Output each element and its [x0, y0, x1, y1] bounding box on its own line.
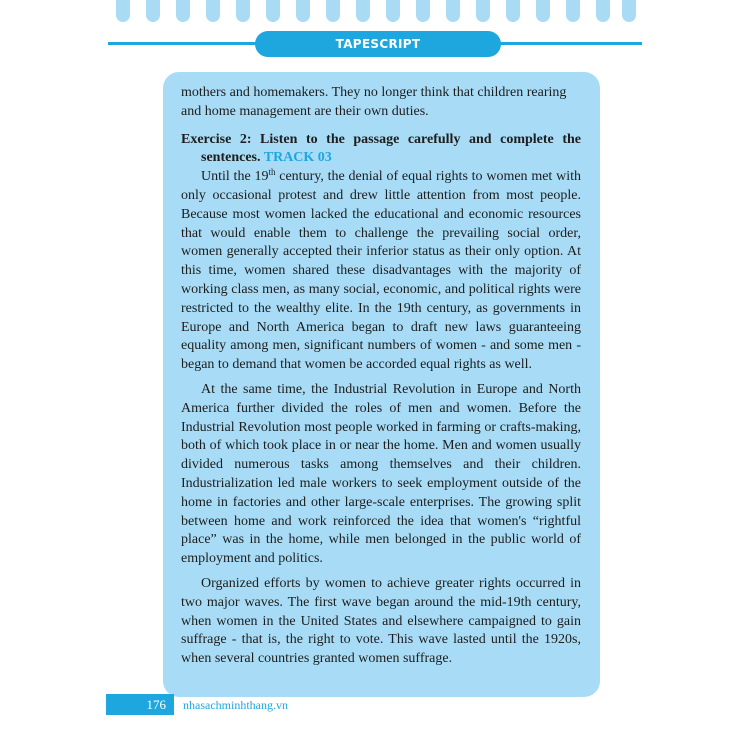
tapescript-panel [163, 72, 600, 697]
page-number: 176 [106, 694, 174, 715]
binding-ring [326, 0, 340, 22]
paragraph-1-start: Until the 19 [201, 169, 269, 185]
binding-ring [236, 0, 250, 22]
binding-ring [116, 0, 130, 22]
binding-ring [416, 0, 430, 22]
spiral-binding [116, 0, 636, 22]
binding-ring [596, 0, 610, 22]
intro-paragraph: mothers and homemakers. They no longer think that children rearing and home management are their own duties. [181, 85, 567, 119]
binding-ring [146, 0, 160, 22]
binding-ring [536, 0, 550, 22]
binding-ring [206, 0, 220, 22]
paragraph-1 [181, 168, 581, 375]
binding-ring [622, 0, 636, 22]
binding-ring [266, 0, 280, 22]
publisher-website: nhasachminhthang.vn [183, 698, 288, 712]
ordinal-suffix: th [268, 167, 276, 178]
exercise-heading [181, 131, 581, 169]
binding-ring [566, 0, 580, 22]
binding-ring [356, 0, 370, 22]
paragraph-3: Organized efforts by women to achieve greater rights occurred in two major waves. The first wave began around the mid-19th century, when women in the United States and elsewhere campaigned to gain suffrage - that is, the right to vote. This wave lasted until the 1920s, when several countries granted women suffrage. [181, 575, 581, 667]
binding-ring [506, 0, 520, 22]
track-label: TRACK 03 [263, 150, 332, 166]
section-title: TAPESCRIPT [255, 31, 501, 57]
binding-ring [386, 0, 400, 22]
paragraph-1-rest: century, the denial of equal rights to women met with only occasional protest and drew little attention from most people. Because most women lacked the educational and economic resources that would enable them to challenge the prevailing social order, women generally accepted their inferior status as their only option. At this time, women shared these disadvantages with the majority of working class men, as many social, economic, and political rights were restricted to the wealthy elite. In the 19th century, as governments in Europe and North America began to draft new laws guaranteeing equality among men, significant numbers of women - and some men - began to demand that women be accorded equal rights as well. [181, 169, 581, 373]
exercise-title: Exercise 2: Listen to the passage carefully and complete the sentences. [181, 131, 581, 166]
binding-ring [296, 0, 310, 22]
paragraph-2: At the same time, the Industrial Revolution in Europe and North America further divided the roles of men and women. Before the Industrial Revolution most people worked in farming or crafts-making, both of which took place in or near the home. Men and women usually divided numerous tasks among themselves and their children. Industrialization led male workers to seek employment outside of the home in factories and other large-scale enterprises. The growing split between home and work reinforced the idea that women's “rightful place” was in the home, while men belonged in the public world of employment and politics. [181, 381, 581, 567]
binding-ring [176, 0, 190, 22]
binding-ring [476, 0, 490, 22]
binding-ring [446, 0, 460, 22]
